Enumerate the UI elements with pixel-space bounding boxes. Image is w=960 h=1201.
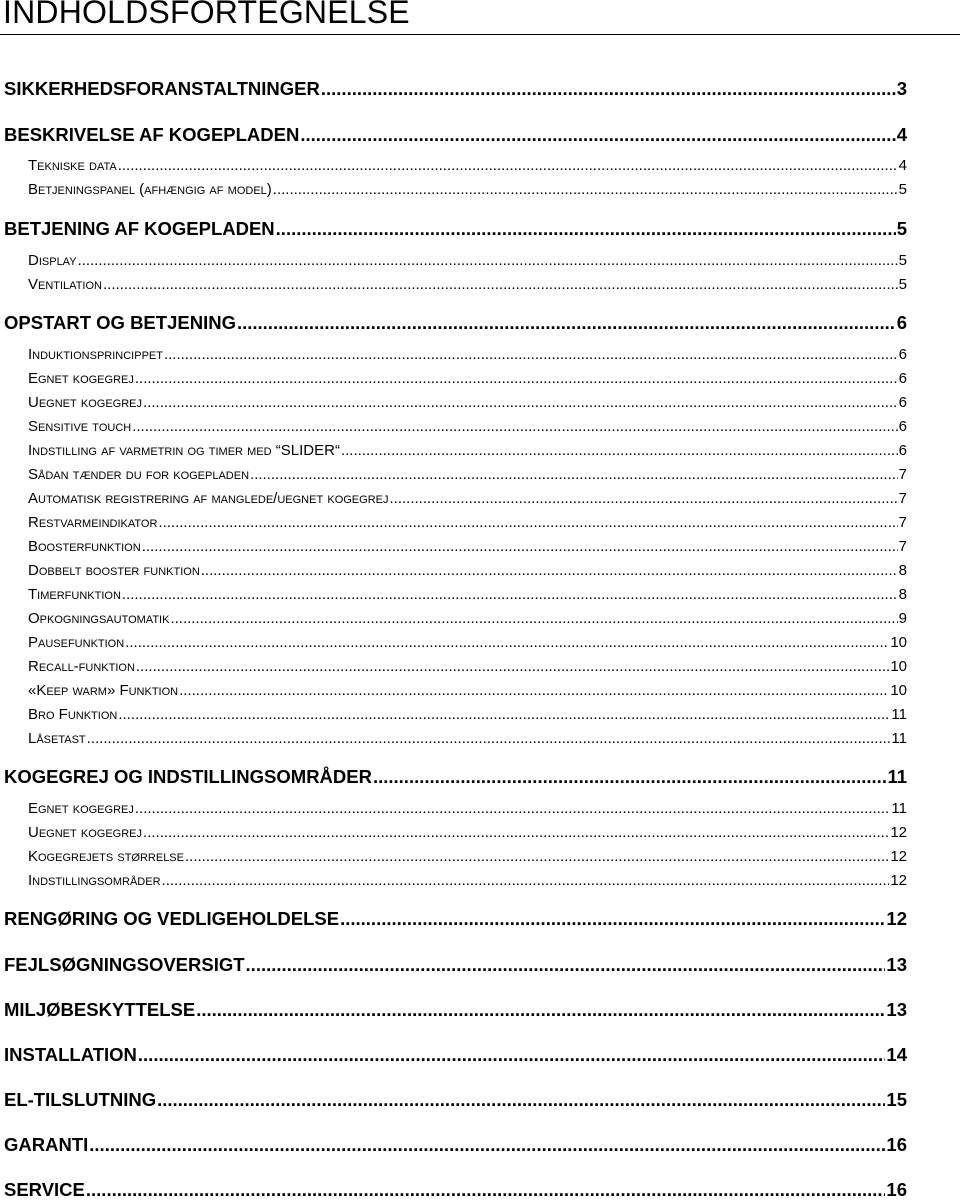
toc-dot-leader [162,872,890,889]
toc-page-number: 10 [890,658,907,675]
toc-entry-title: SERVICE [4,1179,85,1200]
toc-page-number: 7 [898,490,907,507]
toc-page-number: 6 [898,418,907,435]
page-title: INDHOLDSFORTEGNELSE [3,0,410,30]
toc-entry-title: Kogegrejets størrelse [28,848,184,865]
toc-entry[interactable] [0,252,960,269]
toc-entry-title: Tekniske data [28,157,117,174]
toc-entry-title: Ventilation [28,276,102,293]
toc-dot-leader [246,954,886,976]
toc-entry[interactable] [0,157,960,174]
toc-entry-title: Indstilling af varmetrin og timer med “SLIDER“ [28,442,340,459]
toc-dot-leader [273,181,898,198]
toc-page-number: 12 [890,872,907,889]
toc-entry[interactable] [0,954,960,976]
toc-entry-title: Sådan tænder du for kogepladen [28,466,250,483]
toc-entry-title: Display [28,252,77,269]
toc-entry-title: Automatisk registrering af manglede/uegnet kogegrej [28,490,389,507]
toc-page-number: 5 [896,218,907,239]
toc-dot-leader [300,124,895,146]
toc-dot-leader [138,1044,886,1066]
toc-page-number: 4 [898,157,907,174]
toc-entry[interactable] [0,658,960,675]
toc-page-number: 6 [898,346,907,363]
toc-dot-leader [118,706,890,723]
toc-entry[interactable] [0,312,960,334]
toc-dot-leader [250,466,898,483]
toc-entry[interactable] [0,610,960,627]
toc-page-number: 6 [896,312,907,333]
toc-entry[interactable] [0,586,960,603]
toc-entry-title: OPSTART OG BETJENING [4,312,236,333]
toc-entry[interactable] [0,394,960,411]
toc-entry[interactable] [0,999,960,1021]
toc-entry[interactable] [0,562,960,579]
toc-page-number: 9 [898,610,907,627]
toc-page-number: 15 [886,1089,907,1110]
toc-entry[interactable] [0,124,960,146]
toc-dot-leader [321,78,896,100]
toc-page-number: 7 [898,514,907,531]
toc-dot-leader [135,370,898,387]
toc-page-number: 11 [891,730,907,747]
toc-entry[interactable] [0,800,960,817]
toc-dot-leader [340,908,885,930]
toc-entry-title: Betjeningspanel (afhængig af model) [28,181,272,198]
toc-page-number: 13 [886,999,907,1020]
toc-entry-title: Egnet kogegrej [28,800,134,817]
toc-entry-title: INSTALLATION [4,1044,137,1065]
toc-entry[interactable] [0,514,960,531]
toc-page-number: 6 [898,394,907,411]
toc-entry[interactable] [0,346,960,363]
toc-page-number: 14 [886,1044,907,1065]
toc-dot-leader [158,514,897,531]
toc-entry[interactable] [0,1134,960,1156]
toc-dot-leader [135,800,891,817]
toc-entry-title: BESKRIVELSE AF KOGEPLADEN [4,124,300,145]
toc-page-number: 12 [886,908,907,929]
toc-dot-leader [103,276,898,293]
toc-entry[interactable] [0,1044,960,1066]
toc-page-number: 7 [898,538,907,555]
toc-page-number: 16 [886,1134,907,1155]
toc-entry-title: Låsetast [28,730,86,747]
toc-dot-leader [125,634,889,651]
toc-page-number: 8 [898,562,907,579]
toc-dot-leader [237,312,896,334]
toc-dot-leader [373,766,886,788]
toc-entry-title: KOGEGREJ OG INDSTILLINGSOMRÅDER [4,766,372,787]
toc-page-number: 12 [890,848,907,865]
toc-page-number: 3 [896,78,907,99]
toc-dot-leader [118,157,898,174]
toc-entry-title: BETJENING AF KOGEPLADEN [4,218,275,239]
toc-entry-title: FEJLSØGNINGSOVERSIGT [4,954,245,975]
toc-page-number: 5 [898,181,907,198]
toc-dot-leader [164,346,898,363]
toc-page-number: 5 [898,252,907,269]
toc-dot-leader [136,658,889,675]
toc-entry-title: EL-TILSLUTNING [4,1089,157,1110]
toc-entry-title: Dobbelt booster funktion [28,562,200,579]
toc-dot-leader [132,418,897,435]
toc-dot-leader [157,1089,885,1111]
toc-entry[interactable] [0,766,960,788]
title-underline [0,34,960,35]
toc-page-number: 10 [890,634,907,651]
toc-dot-leader [87,730,891,747]
toc-page-number: 12 [890,824,907,841]
toc-dot-leader [170,610,897,627]
toc-dot-leader [276,218,896,240]
toc-entry[interactable] [0,824,960,841]
toc-page-number: 16 [886,1179,907,1200]
toc-dot-leader [196,999,885,1021]
toc-entry[interactable] [0,418,960,435]
toc-entry-title: Recall-funktion [28,658,135,675]
toc-entry[interactable] [0,1179,960,1201]
toc-page-number: 10 [890,682,907,699]
toc-entry[interactable] [0,682,960,699]
toc-dot-leader [185,848,889,865]
toc-entry[interactable] [0,706,960,723]
toc-entry[interactable] [0,181,960,198]
toc-entry[interactable] [0,276,960,293]
toc-entry[interactable] [0,848,960,865]
toc-entry-title: «Keep warm» Funktion [28,682,179,699]
toc-entry-title: Timerfunktion [28,586,121,603]
toc-entry-title: Egnet kogegrej [28,370,134,387]
toc-dot-leader [143,824,889,841]
toc-entry[interactable] [0,908,960,930]
toc-entry-title: Opkogningsautomatik [28,610,170,627]
toc-dot-leader [89,1134,885,1156]
toc-page-number: 11 [891,706,907,723]
toc-dot-leader [179,682,889,699]
toc-entry-title: Restvarmeindikator [28,514,158,531]
toc-dot-leader [78,252,898,269]
toc-entry-title: Uegnet kogegrej [28,824,143,841]
toc-entry-title: SIKKERHEDSFORANSTALTNINGER [4,78,320,99]
toc-entry[interactable] [0,1089,960,1111]
toc-dot-leader [389,490,897,507]
toc-entry-title: Indstillingsområder [28,872,161,889]
toc-page-number: 6 [898,442,907,459]
toc-entry-title: RENGØRING OG VEDLIGEHOLDELSE [4,908,340,929]
toc-entry[interactable] [0,370,960,387]
toc-page-number: 5 [898,276,907,293]
toc-dot-leader [86,1179,886,1201]
toc-entry[interactable] [0,538,960,555]
toc-entry-title: GARANTI [4,1134,89,1155]
toc-entry-title: Uegnet kogegrej [28,394,143,411]
toc-entry[interactable] [0,730,960,747]
toc-page-number: 11 [891,800,907,817]
toc-dot-leader [122,586,898,603]
toc-entry[interactable] [0,872,960,889]
toc-page-number: 6 [898,370,907,387]
toc-entry-title: Induktionsprincippet [28,346,163,363]
toc-entry-title: Bro Funktion [28,706,118,723]
toc-page-number: 11 [887,766,907,787]
toc-dot-leader [142,538,898,555]
toc-dot-leader [143,394,898,411]
toc-entry-title: Boosterfunktion [28,538,141,555]
toc-page-number: 4 [896,124,907,145]
toc-entry[interactable] [0,466,960,483]
toc-page-number: 7 [898,466,907,483]
toc-entry[interactable] [0,78,960,100]
toc-dot-leader [341,442,898,459]
toc-entry-title: MILJØBESKYTTELSE [4,999,196,1020]
toc-page-number: 8 [898,586,907,603]
toc-entry-title: Pausefunktion [28,634,125,651]
toc-entry[interactable] [0,634,960,651]
toc-entry-title: Sensitive touch [28,418,132,435]
toc-entry[interactable] [0,490,960,507]
toc-page-number: 13 [886,954,907,975]
toc-dot-leader [201,562,898,579]
toc-entry[interactable] [0,442,960,459]
toc-entry[interactable] [0,218,960,240]
